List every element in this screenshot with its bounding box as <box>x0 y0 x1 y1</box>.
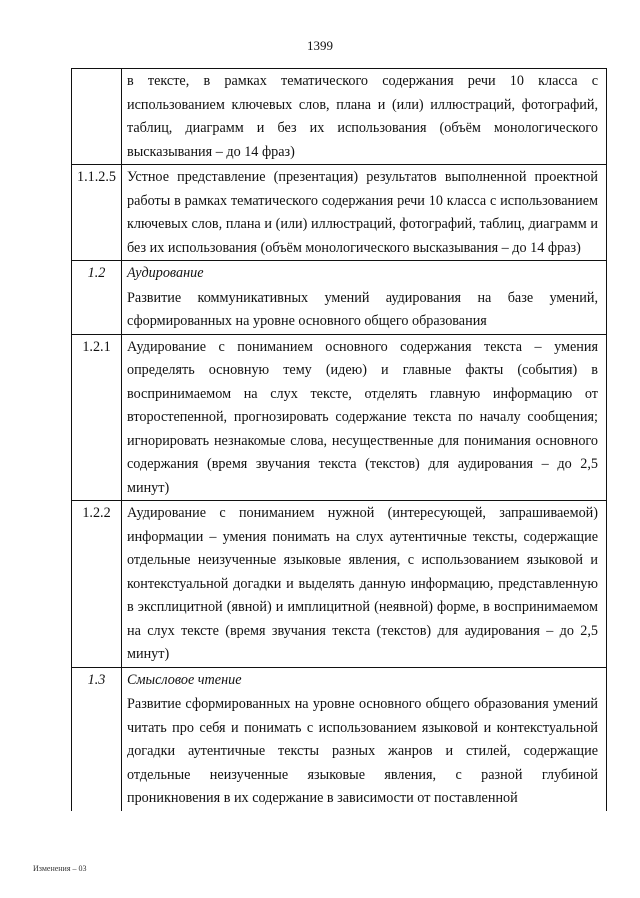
content-table <box>71 68 607 811</box>
paragraph: Аудирование с пониманием основного содержания текста – умения определять основную тему (идею) и главные факты (события) в воспринимаемом на слух тексте, отделять главную информацию от второстепенной, прогнозировать содержание текста по началу сообщения; игнорировать незнакомые слова, несущественные для понимания основного содержания (время звучания текста (текстов) для аудирования – до 2,5 минут) <box>127 338 598 496</box>
table-row <box>72 165 607 261</box>
table-row <box>72 261 607 335</box>
revision-footer: Изменения – 03 <box>33 864 87 873</box>
table-row <box>72 501 607 668</box>
row-code: 1.2.1 <box>72 334 122 501</box>
row-text <box>122 69 607 165</box>
table-row <box>72 69 607 165</box>
row-text <box>122 667 607 811</box>
paragraph: в тексте, в рамках тематического содержания речи 10 класса с использованием ключевых слов, плана и (или) иллюстраций, фотографий, таблиц, диаграмм и без их использования (объём монологического высказывания – до 14 фраз) <box>127 73 598 160</box>
row-code <box>72 69 122 165</box>
table-row <box>72 334 607 501</box>
row-text <box>122 261 607 335</box>
row-code: 1.3 <box>72 667 122 811</box>
row-text <box>122 165 607 261</box>
row-code: 1.2.2 <box>72 501 122 668</box>
section-heading: Смысловое чтение <box>127 671 242 688</box>
paragraph: Развитие сформированных на уровне основного общего образования умений читать про себя и понимать с использованием языковой и контекстуальной догадки аутентичные тексты разных жанров и стилей, содержащие отдельные неизученные языковые явления, с разной глубиной проникновения в их содержание в зависимости от поставленной <box>127 696 598 806</box>
section-heading: Аудирование <box>127 265 204 281</box>
page-number: 1399 <box>307 38 333 53</box>
row-code: 1.1.2.5 <box>72 165 122 261</box>
row-code: 1.2 <box>72 261 122 335</box>
table-row <box>72 667 607 811</box>
paragraph: Аудирование с пониманием нужной (интересующей, запрашиваемой) информации – умения понимать на слух аутентичные тексты, содержащие отдельные неизученные языковые явления, с использованием языковой и контекстуальной догадки и выделять данную информацию, представленную в эксплицитной (явной) и имплицитной (неявной) форме, в воспринимаемом на слух тексте (время звучания текста (текстов) для аудирования – до 2,5 минут) <box>127 505 598 662</box>
paragraph: Устное представление (презентация) результатов выполненной проектной работы в рамках тематического содержания речи 10 класса с использованием ключевых слов, плана и (или) иллюстраций, фотографий, таблиц, диаграмм и без их использования (объём монологического высказывания – до 14 фраз) <box>127 169 598 256</box>
paragraph: Развитие коммуникативных умений аудирования на базе умений, сформированных на уровне основного общего образования <box>127 289 598 329</box>
row-text <box>122 334 607 501</box>
row-text <box>122 501 607 668</box>
